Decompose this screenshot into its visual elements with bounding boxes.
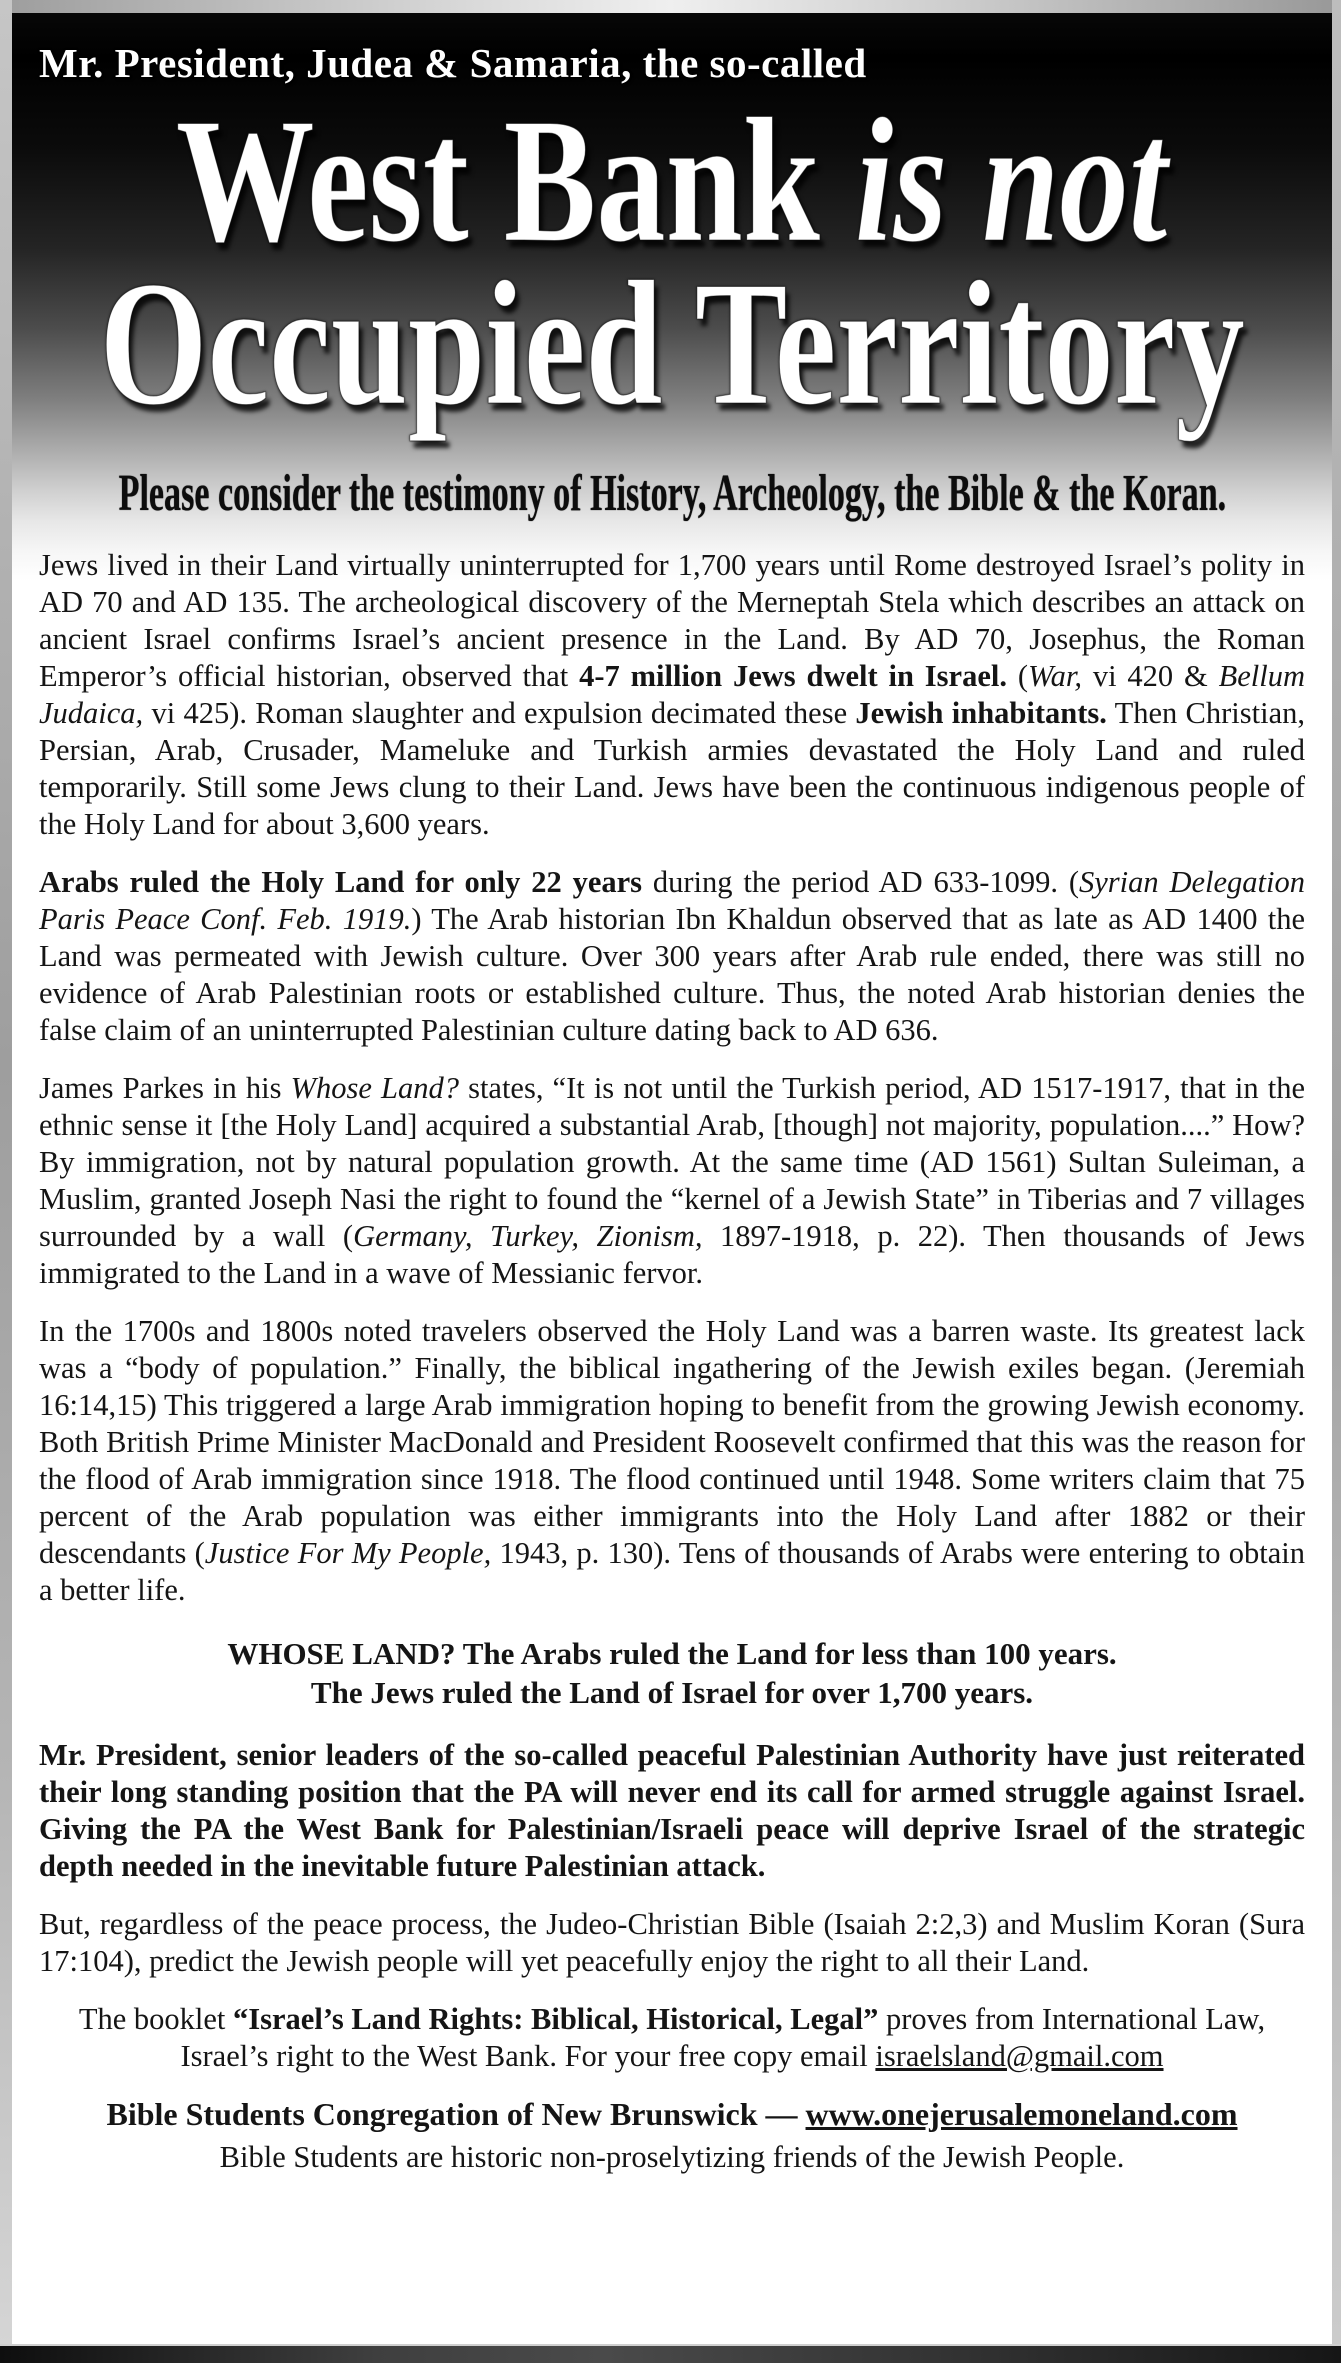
whose-land-line-2 — [39, 1674, 1305, 1711]
headline-line1-main: West Bank — [176, 81, 856, 279]
paragraph-parkes — [39, 1070, 1305, 1292]
subtitle: Please consider the testimony of History, Archeology, the Bible & the Koran. — [118, 465, 1226, 522]
body-paragraphs — [39, 547, 1305, 2176]
paragraph-booklet — [39, 2001, 1305, 2075]
text-run: The Jews ruled the Land of Israel for over 1,700 years. — [310, 1675, 1034, 1710]
text-run: vi 420 & — [1081, 659, 1219, 693]
paragraph-history — [39, 547, 1305, 843]
text-run: Bible Students are historic non-proselytizing friends of the Jewish People. — [219, 2140, 1125, 2174]
text-run: The booklet — [78, 2002, 234, 2036]
text-run: Germany, Turkey, Zionism, — [353, 1219, 703, 1253]
paragraph-bible-koran — [39, 1906, 1305, 1980]
text-run: James Parkes in his — [39, 1071, 291, 1105]
text-run: Bible Students Congregation of New Brunswick — — [106, 2096, 806, 2132]
text-run: 1943, p. 130). Tens of thousands of Arabs were entering to obtain a better life. — [39, 1536, 1305, 1607]
text-run: WHOSE LAND? The Arabs ruled the Land for less than 100 years. — [227, 1636, 1117, 1671]
text-run: But, regardless of the peace process, the Judeo-Christian Bible (Isaiah 2:2,3) and Muslim Koran (Sura 17:104), predict the Jewish people will yet peacefully enjoy the right to all their Land. — [39, 1907, 1305, 1978]
paragraph-mr-president — [39, 1737, 1305, 1885]
website-link[interactable]: www.onejerusalemoneland.com — [805, 2096, 1238, 2132]
scan-edge-right — [1332, 0, 1341, 2363]
scan-edge-bottom — [0, 2344, 1341, 2363]
text-run: ) The Arab historian Ibn Khaldun observed that as late as AD 1400 the Land was permeated with Jewish culture. Over 300 years after Arab rule ended, there was still no evidence of Arab Palestinian roots or established culture. Thus, the noted Arab historian denies the false claim of an uninterrupted Palestinian culture dating back to AD 636. — [39, 902, 1306, 1047]
paragraph-immigration — [39, 1313, 1305, 1609]
footer-note — [39, 2139, 1305, 2176]
text-run: states, “It is not until the Turkish period, AD 1517-1917, that in the ethnic sense it [the Holy Land] acquired a substantial Arab, [though] not majority, population....” How? By immigration, not by natural population growth. At the same time (AD 1561) Sultan Suleiman, a Muslim, granted Joseph Nasi the right to found the “kernel of a Jewish State” in Tiberias and 7 villages surrounded by a wall ( — [39, 1071, 1306, 1253]
text-run: In the 1700s and 1800s noted travelers observed the Holy Land was a barren waste. Its greatest lack was a “body of population.” Finally, the biblical ingathering of the Jewish exiles began. (Jeremiah 16:14,15) This triggered a large Arab immigration hoping to benefit from the growing Jewish economy. Both British Prime Minister MacDonald and President Roosevelt confirmed that this was the reason for the flood of Arab immigration since 1918. The flood continued until 1948. Some writers claim that 75 percent of the Arab population was either immigrants into the Holy Land after 1882 or their descendants ( — [39, 1314, 1305, 1570]
text-run: Syrian Delegation Paris Peace Conf. Feb. 1919. — [39, 865, 1305, 936]
headline-line1-italic: is not — [855, 81, 1168, 279]
headline-line1 — [176, 81, 1168, 279]
text-run: Mr. President, senior leaders of the so-called peaceful Palestinian Authority have just reiterated their long standing position that the PA will never end its call for armed struggle against Israel. Giving the PA the West Bank for Palestinian/Israeli peace will deprive Israel of the strategic depth needed in the inevitable future Palestinian attack. — [39, 1738, 1305, 1883]
advertisement-page — [12, 13, 1332, 2346]
text-run: 1897-1918, p. 22). Then thousands of Jews immigrated to the Land in a wave of Messianic fervor. — [39, 1219, 1306, 1290]
text-run: Jewish inhabitants. — [855, 696, 1107, 730]
text-run: vi 425). Roman slaughter and expulsion decimated these — [143, 696, 856, 730]
text-run: 4-7 million Jews dwelt in Israel. — [579, 659, 1007, 693]
text-run: Arabs ruled the Holy Land for only 22 years — [39, 865, 643, 899]
text-run: ( — [1006, 659, 1028, 693]
footer-congregation — [39, 2096, 1305, 2133]
text-run: Jews lived in their Land virtually uninterrupted for 1,700 years until Rome destroyed Israel’s polity in AD 70 and AD 135. The archeological discovery of the Merneptah Stela which describes an attack on ancient Israel confirms Israel’s ancient presence in the Land. By AD 70, Josephus, the Roman Emperor’s official historian, observed that — [39, 548, 1305, 693]
text-run: Then Christian, Persian, Arab, Crusader, Mameluke and Turkish armies devastated the Holy Land and ruled temporarily. Still some Jews clung to their Land. Jews have been the continuous indigenous people of the Holy Land for about 3,600 years. — [39, 696, 1305, 841]
text-run: War, — [1028, 659, 1082, 693]
headline-line2: Occupied Territory — [99, 244, 1245, 442]
whose-land-line-1 — [39, 1635, 1305, 1672]
text-run: “Israel’s Land Rights: Biblical, Historical, Legal” — [233, 2002, 879, 2036]
text-run: proves from International Law, Israel’s right to the West Bank. For your free copy email — [180, 2002, 1266, 2073]
text-run: Whose Land? — [290, 1071, 459, 1105]
text-run: Bellum Judaica, — [39, 659, 1305, 730]
headline — [39, 81, 1305, 442]
text-run: during the period AD 633-1099. ( — [642, 865, 1079, 899]
scan-edge-top — [0, 0, 1341, 13]
paragraph-arab-rule — [39, 864, 1305, 1049]
scan-edge-left — [0, 0, 12, 2363]
text-run: Justice For My People, — [204, 1536, 492, 1570]
email-link[interactable]: israelsland@gmail.com — [875, 2039, 1164, 2073]
tagline: Mr. President, Judea & Samaria, the so-called — [39, 40, 867, 86]
